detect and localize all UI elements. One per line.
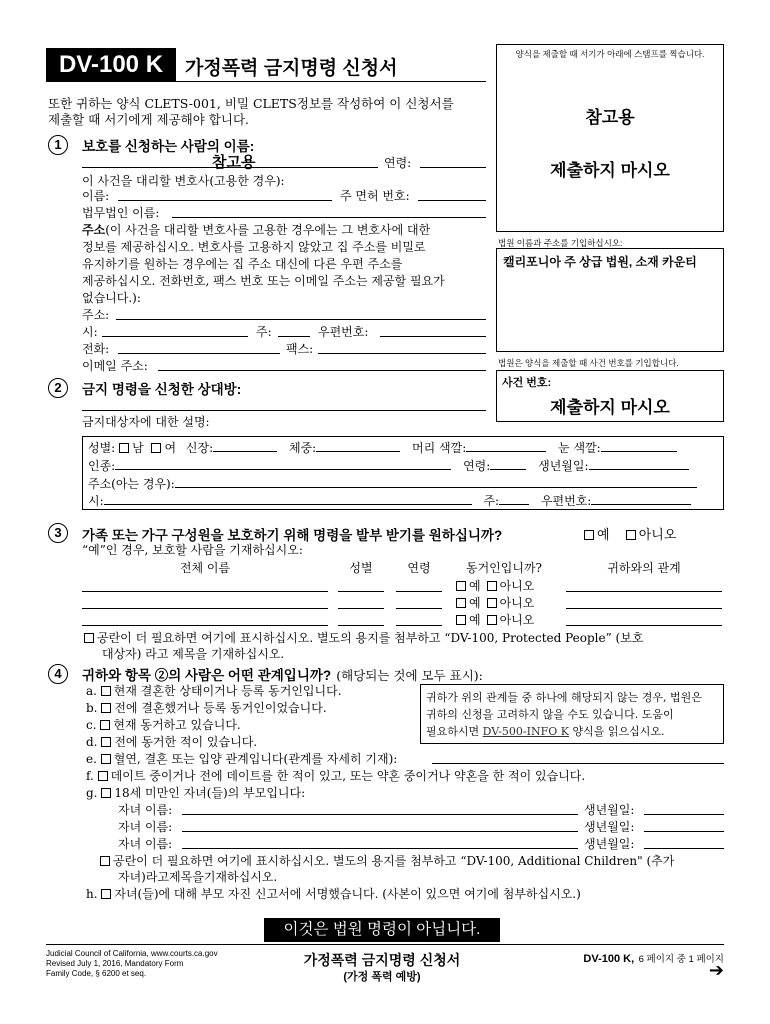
address-note-line-4: 제공하십시오. 전화번호, 팩스 번호 또는 이메일 주소는 제공할 필요가 (82, 274, 445, 288)
note-post: 양식을 읽으십시오. (568, 725, 665, 738)
petitioner-address-field[interactable] (116, 319, 486, 320)
relationship-g-checkbox[interactable] (101, 788, 111, 798)
child-name-label-2: 자녀 이름: (118, 820, 173, 834)
dv-500-info-link[interactable]: DV-500-INFO K (482, 725, 569, 738)
case-caption: 법원은 양식을 제출할 때 사건 번호를 기입합니다. (498, 358, 679, 368)
female-checkbox[interactable] (151, 443, 161, 453)
weight-label: 체중: (288, 441, 317, 455)
section-4-number: 4 (48, 664, 68, 684)
petitioner-age-label: 연령: (384, 156, 412, 170)
relationship-e (86, 751, 397, 767)
protected-relationship-field-2[interactable] (566, 608, 722, 609)
form-code: DV-100 K (58, 51, 164, 78)
weight-field[interactable] (316, 440, 400, 452)
child-name-field-2[interactable] (182, 831, 578, 832)
relationship-e-checkbox[interactable] (101, 754, 111, 764)
item-text: 현재 결혼한 상태이거나 등록 동거인입니다. (113, 684, 342, 698)
petitioner-email-field[interactable] (158, 370, 486, 371)
more-children-line-1 (100, 853, 674, 869)
stamp-do-not-file: 제출하지 마시오 (550, 161, 670, 180)
protected-age-field-3[interactable] (396, 625, 442, 626)
address-note-text: (이 사건을 대리할 변호사를 고용한 경우에는 그 변호사에 대한 (105, 223, 431, 237)
protected-relationship-field-1[interactable] (566, 591, 722, 592)
court-name: 캘리포니아 주 상급 법원, 소재 카운티 (503, 255, 697, 269)
col-age: 연령 (407, 561, 431, 575)
dob-label: 생년월일: (538, 459, 589, 473)
section-2-title: 금지 명령을 신청한 상대방: (82, 382, 242, 397)
eye-label: 눈 색깔: (558, 441, 601, 455)
lives-no-label: 아니오 (499, 579, 535, 593)
female-label: 여 (164, 441, 177, 455)
child-dob-label-3: 생년월일: (584, 837, 635, 851)
respondent-zip-label: 우편번호: (540, 494, 592, 508)
item-letter: f. (86, 769, 94, 783)
lives-no-label: 아니오 (499, 613, 535, 627)
footer-left-2: Revised July 1, 2016, Mandatory Form (46, 959, 184, 968)
item-letter: c. (86, 718, 97, 732)
relationship-a (86, 683, 342, 699)
lives-no-label: 아니오 (499, 596, 535, 610)
respondent-age-field[interactable] (490, 458, 526, 470)
col-lives-with: 동거인입니까? (466, 561, 542, 575)
protected-lives-3 (456, 612, 534, 628)
item-text: 18세 미만인 자녀(들)의 부모입니다: (114, 786, 306, 800)
item-letter: e. (86, 752, 97, 766)
respondent-age-label: 연령: (463, 459, 491, 473)
child-name-field-1[interactable] (182, 814, 578, 815)
not-court-order-banner: 이것은 법원 명령이 아닙니다. (283, 921, 481, 938)
protected-relationship-field-3[interactable] (566, 625, 722, 626)
lives-yes-label: 예 (469, 596, 481, 610)
respondent-description-label: 금지대상자에 대한 설명: (82, 415, 210, 429)
respondent-state-field[interactable] (499, 493, 529, 505)
protected-name-field-1[interactable] (82, 591, 328, 592)
child-dob-field-3[interactable] (644, 848, 724, 849)
petitioner-name-value: 참고용 (212, 154, 256, 171)
footer-page-count: 6 페이지 중 1 페이지 (638, 954, 724, 965)
item-letter: g. (86, 786, 98, 800)
address-note-line-5: 없습니다.): (82, 291, 141, 305)
male-label: 남 (132, 441, 144, 455)
section-3-more-line-2: 대상자) 라고 제목을 기재하십시오. (102, 647, 285, 661)
item-letter: a. (86, 684, 97, 698)
bar-number-label: 주 면허 번호: (340, 189, 410, 203)
petitioner-zip-label: 우편번호: (318, 325, 369, 339)
lawyer-name-field[interactable] (118, 200, 332, 201)
footer-left-1: Judicial Council of California, www.courts.ca.gov (46, 949, 218, 958)
protected-age-field-2[interactable] (396, 608, 442, 609)
intro-line-2: 제출할 때 서기에게 제공해야 합니다. (48, 112, 249, 127)
protect-family-no-label: 아니오 (638, 528, 677, 543)
eye-field[interactable] (601, 440, 677, 452)
lawyer-note: 이 사건을 대리할 변호사(고용한 경우): (82, 174, 285, 188)
relationship-b-checkbox[interactable] (101, 703, 111, 713)
child-name-label-3: 자녀 이름: (118, 837, 173, 851)
case-number-label: 사건 번호: (502, 377, 552, 389)
more-protected-checkbox[interactable] (84, 633, 94, 643)
protected-name-field-3[interactable] (82, 625, 328, 626)
stamp-reference-only: 참고용 (585, 108, 635, 127)
petitioner-city-label: 시: (82, 325, 98, 339)
relationship-f-checkbox[interactable] (98, 771, 108, 781)
petitioner-email-label: 이메일 주소: (82, 359, 148, 373)
address-note-line-2: 정보를 제공하십시오. 변호사를 고용하지 않았고 집 주소를 비밀로 (82, 240, 426, 254)
more-children-checkbox[interactable] (100, 856, 110, 866)
section-2-number: 2 (48, 378, 68, 398)
item-text: 자녀(들)에 대해 부모 자진 신고서에 서명했습니다. (사본이 있으면 여기에 첨부하십시오.) (114, 887, 581, 901)
relationship-d-checkbox[interactable] (101, 737, 111, 747)
lives-yes-label: 예 (469, 579, 481, 593)
race-field[interactable] (115, 458, 451, 470)
item-text: 현재 동거하고 있습니다. (113, 718, 241, 732)
protected-sex-field-3[interactable] (338, 625, 384, 626)
item-text: 전에 결혼했거나 등록 동거인이었습니다. (114, 701, 327, 715)
petitioner-phone-label: 전화: (82, 342, 110, 356)
footer-title: 가정폭력 금지명령 신청서 (303, 952, 461, 968)
item-letter: h. (86, 887, 98, 901)
sex-label: 성별: (88, 441, 116, 455)
section-1-title: 보호를 신청하는 사람의 이름: (82, 139, 255, 154)
item-letter: d. (86, 735, 98, 749)
protected-sex-field-1[interactable] (338, 591, 384, 592)
relationship-h (86, 886, 581, 902)
section-3-number: 3 (48, 523, 68, 543)
petitioner-phone-field[interactable] (118, 353, 280, 354)
relationship-c-checkbox[interactable] (100, 720, 110, 730)
relationship-c (86, 717, 241, 733)
protect-family-yes-label: 예 (597, 528, 610, 543)
case-number-value: 제출하지 마시오 (550, 398, 670, 417)
relationship-g (86, 785, 305, 801)
relationship-e-field[interactable] (432, 763, 724, 764)
address-note-line-3: 유지하기를 원하는 경우에는 집 주소 대신에 다른 우편 주소를 (82, 257, 403, 271)
lives-no-checkbox[interactable] (487, 581, 497, 591)
petitioner-address-label: 주소: (82, 308, 110, 322)
more-children-line-2: 자녀)라고제목을기재하십시오. (118, 870, 278, 884)
section-3-title: 가족 또는 가구 구성원을 보호하기 위해 명령을 발부 받기를 원하십니까? (82, 528, 503, 543)
child-name-label-1: 자녀 이름: (118, 803, 173, 817)
lives-yes-checkbox[interactable] (456, 581, 466, 591)
firm-name-label: 법무법인 이름: (82, 206, 160, 220)
respondent-city-field[interactable] (104, 493, 472, 505)
col-full-name: 전체 이름 (179, 561, 231, 575)
respondent-row-3 (88, 476, 697, 492)
lives-yes-checkbox[interactable] (456, 598, 466, 608)
hair-field[interactable] (466, 440, 546, 452)
child-dob-field-2[interactable] (644, 831, 724, 832)
section-4-title: 귀하와 항목 ②의 사람은 어떤 관계입니까? (82, 668, 332, 683)
hair-label: 머리 색깔: (412, 441, 467, 455)
petitioner-age-field[interactable] (420, 167, 486, 168)
child-dob-label-2: 생년월일: (584, 820, 635, 834)
respondent-state-label: 주: (483, 494, 500, 508)
respondent-address-field[interactable] (175, 476, 697, 488)
respondent-city-label: 시: (88, 494, 104, 508)
section-4-title-note: (해당되는 것에 모두 표시): (336, 668, 483, 683)
col-relationship: 귀하와의 관계 (607, 561, 681, 575)
protected-sex-field-2[interactable] (338, 608, 384, 609)
protect-family-yes-checkbox[interactable] (584, 530, 594, 540)
address-note-line-1 (82, 222, 430, 238)
respondent-row-1 (88, 440, 677, 456)
more-protected-text: 공란이 더 필요하면 여기에 표시하십시오. 별도의 용지를 첨부하고 “DV-100, Protected People” (보호 (97, 631, 644, 645)
item-text: 전에 동거한 적이 있습니다. (114, 735, 258, 749)
more-children-text: 공란이 더 필요하면 여기에 표시하십시오. 별도의 용지를 첨부하고 “DV-100, Additional Children" (추가 (113, 854, 675, 868)
item-text: 혈연, 결혼 또는 입양 관계입니다(관계를 자세히 기재): (113, 752, 398, 766)
clerk-stamp-box (496, 44, 724, 232)
respondent-row-2 (88, 458, 689, 474)
header-rule (46, 81, 486, 82)
petitioner-city-field[interactable] (102, 336, 248, 337)
relationship-a-checkbox[interactable] (101, 686, 111, 696)
section-3-if-yes: “예”인 경우, 보호할 사람을 기재하십시오: (82, 543, 303, 557)
form-title: 가정폭력 금지명령 신청서 (185, 58, 398, 79)
stamp-caption: 양식을 제출할 때 서기가 아래에 스탬프를 찍습니다. (515, 49, 705, 59)
height-field[interactable] (213, 440, 277, 452)
footer-left-3: Family Code, § 6200 et seq. (46, 969, 147, 978)
petitioner-zip-field[interactable] (380, 336, 486, 337)
item-text: 데이트 중이거나 전에 데이트를 한 적이 있고, 또는 약혼 중이거나 약혼을 한 적이 있습니다. (110, 769, 586, 783)
protected-lives-1 (456, 578, 534, 594)
footer-subtitle: (가정 폭력 예방) (343, 971, 421, 983)
relationship-h-checkbox[interactable] (101, 889, 111, 899)
child-name-field-3[interactable] (182, 848, 578, 849)
footer-form-code: DV-100 K, (583, 953, 635, 965)
relationship-d (86, 734, 257, 750)
protected-lives-2 (456, 595, 534, 611)
petitioner-name-field[interactable] (82, 167, 378, 168)
male-checkbox[interactable] (119, 443, 129, 453)
lives-no-checkbox[interactable] (487, 615, 497, 625)
respondent-row-4 (88, 493, 691, 509)
relationship-b (86, 700, 327, 716)
next-page-arrow-icon: ➔ (708, 960, 724, 980)
petitioner-state-label: 주: (256, 325, 272, 339)
section-3-more-line-1 (84, 630, 643, 646)
footer-rule (46, 944, 724, 945)
relationship-note-line-1: 귀하가 위의 관계들 중 하나에 해당되지 않는 경우, 법원은 (426, 691, 702, 704)
child-dob-field-1[interactable] (644, 814, 724, 815)
relationship-note-line-3 (426, 723, 664, 739)
protected-age-field-1[interactable] (396, 591, 442, 592)
petitioner-state-field[interactable] (278, 336, 310, 337)
bar-number-field[interactable] (418, 200, 486, 201)
petitioner-fax-field[interactable] (318, 353, 486, 354)
respondent-zip-field[interactable] (591, 493, 691, 505)
lives-yes-label: 예 (469, 613, 481, 627)
protected-name-field-2[interactable] (82, 608, 328, 609)
dob-field[interactable] (589, 458, 689, 470)
respondent-address-label: 주소(아는 경우): (88, 477, 175, 491)
lawyer-name-label: 이름: (82, 189, 110, 203)
firm-name-field[interactable] (172, 217, 486, 218)
court-caption: 법원 이름과 주소를 기입하십시오: (498, 238, 623, 248)
section-4-heading (82, 664, 483, 684)
col-sex: 성별 (349, 561, 373, 575)
lives-no-checkbox[interactable] (487, 598, 497, 608)
relationship-f (86, 768, 585, 784)
address-note-bold: 주소 (82, 223, 106, 237)
height-label: 신장: (185, 441, 214, 455)
lives-yes-checkbox[interactable] (456, 615, 466, 625)
protect-family-options (584, 524, 676, 543)
section-1-number: 1 (48, 135, 68, 155)
relationship-note-line-2: 귀하의 신청을 고려하지 않을 수도 있습니다. 도움이 (426, 708, 674, 721)
item-letter: b. (86, 701, 98, 715)
protect-family-no-checkbox[interactable] (626, 530, 636, 540)
note-pre: 필요하시면 (426, 725, 483, 738)
intro-line-1: 또한 귀하는 양식 CLETS-001, 비밀 CLETS정보를 작성하여 이 신청서를 (48, 96, 454, 111)
respondent-name-field[interactable] (82, 410, 486, 411)
petitioner-fax-label: 팩스: (286, 342, 314, 356)
child-dob-label-1: 생년월일: (584, 803, 635, 817)
race-label: 인종: (88, 459, 116, 473)
